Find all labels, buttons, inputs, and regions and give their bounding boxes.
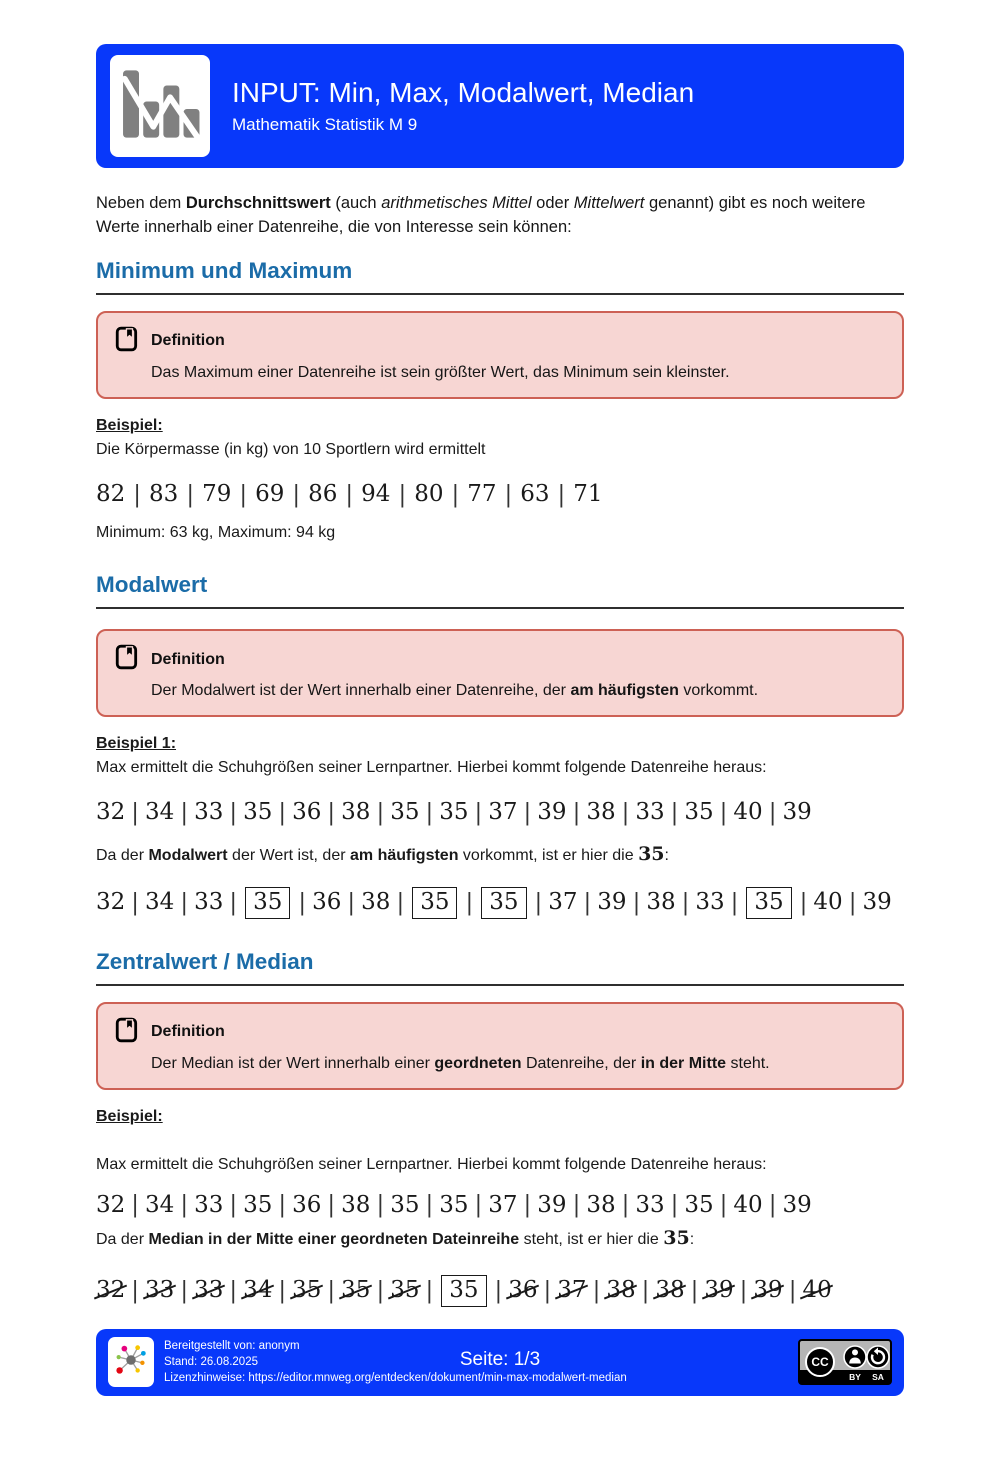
number-value: 37: [548, 889, 578, 916]
number-value: 38: [341, 1191, 371, 1218]
definition-text: Der Modalwert ist der Wert innerhalb einer Datenreihe, der am häufigsten vorkommt.: [151, 682, 759, 700]
number-sequence-sorted: 32 | 33 | 33 | 34 | 35 | 35 | 35 | 35 | 36 | 37 | 38 | 38 | 39 | 39 | 40: [96, 1275, 904, 1307]
number-sequence-marked: 32 | 34 | 33 | 35 | 36 | 38 | 35 | 35 | 37 | 39 | 38 | 33 | 35 | 40 | 39: [96, 887, 904, 919]
cc-by-person-icon: [843, 1345, 867, 1369]
number-sequence: 82 | 83 | 79 | 69 | 86 | 94 | 80 | 77 | 63 | 71: [96, 480, 603, 508]
definition-label: Definition: [151, 1023, 225, 1041]
page-number: Seite: 1/3: [459, 1349, 541, 1371]
book-bookmark-icon: [114, 326, 140, 357]
number-value: 39: [753, 1277, 783, 1304]
number-value: 40: [802, 1277, 832, 1304]
number-value: 35: [684, 799, 714, 826]
number-value: 35: [390, 1277, 420, 1304]
number-value: 34: [145, 1191, 175, 1218]
number-value: 35: [390, 1191, 420, 1218]
example-text: Max ermittelt die Schuhgrößen seiner Lernpartner. Hierbei kommt folgende Datenreihe heraus:: [96, 759, 767, 777]
number-value: 36: [292, 1191, 322, 1218]
number-value: 77: [467, 480, 497, 507]
number-value: 40: [813, 889, 843, 916]
highlighted-number: 35: [412, 887, 457, 919]
number-value: 39: [537, 1191, 567, 1218]
header-banner: [96, 44, 904, 168]
number-value: 39: [782, 799, 812, 826]
number-value: 38: [586, 1191, 616, 1218]
number-value: 71: [573, 480, 603, 507]
section-heading-minmax: Minimum und Maximum: [96, 258, 904, 295]
number-value: 83: [149, 480, 179, 507]
number-value: 38: [655, 1277, 685, 1304]
number-value: 36: [508, 1277, 538, 1304]
intro-paragraph: Neben dem Durchschnittswert (auch arithmetisches Mittel oder Mittelwert genannt) gibt es noch weitere Werte innerhalb einer Datenreihe, die von Interesse sein können:: [96, 194, 866, 236]
footer-provided-by: Bereitgestellt von: anonym: [164, 1340, 300, 1353]
number-value: 32: [96, 1277, 126, 1304]
number-value: 37: [488, 1191, 518, 1218]
number-value: 35: [390, 799, 420, 826]
number-value: 36: [312, 889, 342, 916]
number-value: 32: [96, 799, 126, 826]
footer-logo-box: [108, 1337, 154, 1387]
cc-sa-sharealike-icon: [866, 1345, 890, 1369]
highlighted-number: 35: [746, 887, 791, 919]
number-value: 35: [341, 1277, 371, 1304]
example-text: Die Körpermasse (in kg) von 10 Sportlern wird ermittelt: [96, 440, 486, 458]
number-value: 38: [646, 889, 676, 916]
number-value: 34: [243, 1277, 273, 1304]
number-value: 32: [96, 1191, 126, 1218]
section-heading-modalwert: Modalwert: [96, 572, 904, 609]
number-value: 40: [733, 799, 763, 826]
book-bookmark-icon: [114, 644, 140, 675]
number-value: 39: [862, 889, 892, 916]
footer-banner: [96, 1329, 904, 1396]
number-value: 86: [308, 480, 338, 507]
number-value: 36: [292, 799, 322, 826]
number-value: 33: [145, 1277, 175, 1304]
number-value: 33: [194, 1191, 224, 1218]
number-value: 69: [255, 480, 285, 507]
cc-sa-label: SA: [872, 1372, 884, 1383]
definition-text: Das Maximum einer Datenreihe ist sein größter Wert, das Minimum sein kleinster.: [151, 363, 730, 381]
book-bookmark-icon: [114, 1017, 140, 1048]
number-value: 39: [597, 889, 627, 916]
definition-box-median: [96, 1002, 904, 1090]
number-value: 35: [243, 1191, 273, 1218]
highlighted-number: 35: [481, 887, 526, 919]
number-value: 33: [194, 1277, 224, 1304]
highlighted-number: 35: [245, 887, 290, 919]
number-value: 37: [557, 1277, 587, 1304]
number-value: 37: [488, 799, 518, 826]
definition-box-minmax: [96, 311, 904, 399]
number-value: 35: [684, 1191, 714, 1218]
number-value: 38: [361, 889, 391, 916]
section-heading-median: Zentralwert / Median: [96, 949, 904, 986]
cc-logo-icon: CC: [805, 1347, 835, 1377]
definition-label: Definition: [151, 332, 225, 350]
number-value: 82: [96, 480, 126, 507]
definition-text: Der Median ist der Wert innerhalb einer geordneten Datenreihe, der in der Mitte steht.: [151, 1054, 770, 1072]
cc-by-sa-badge[interactable]: [798, 1339, 892, 1385]
definition-label: Definition: [151, 650, 225, 668]
number-sequence: 32 | 34 | 33 | 35 | 36 | 38 | 35 | 35 | 37 | 39 | 38 | 33 | 35 | 40 | 39: [96, 1191, 812, 1219]
highlighted-number: 35: [441, 1275, 486, 1307]
number-value: 35: [439, 799, 469, 826]
mnweg-network-logo-icon: [112, 1340, 150, 1385]
number-value: 32: [96, 889, 126, 916]
header-icon-box: [110, 55, 210, 157]
footer-license-url[interactable]: Lizenzhinweise: https://editor.mnweg.org/entdecken/dokument/min-max-modalwert-median: [164, 1372, 627, 1385]
number-value: 33: [635, 799, 665, 826]
footer-stand: Stand: 26.08.2025: [164, 1356, 258, 1369]
example-label: Beispiel 1:: [96, 735, 177, 753]
number-value: 35: [292, 1277, 322, 1304]
number-value: 39: [704, 1277, 734, 1304]
number-value: 38: [606, 1277, 636, 1304]
page-title: INPUT: Min, Max, Modalwert, Median: [232, 76, 695, 108]
example-label: Beispiel:: [96, 416, 163, 434]
example-text: Max ermittelt die Schuhgrößen seiner Lernpartner. Hierbei kommt folgende Datenreihe heraus:: [96, 1155, 767, 1173]
example-label: Beispiel:: [96, 1107, 163, 1125]
number-value: 38: [586, 799, 616, 826]
number-value: 38: [341, 799, 371, 826]
number-value: 94: [361, 480, 391, 507]
number-value: 63: [520, 480, 550, 507]
number-value: 40: [733, 1191, 763, 1218]
number-value: 39: [782, 1191, 812, 1218]
page-subtitle: Mathematik Statistik M 9: [232, 115, 418, 135]
number-value: 34: [145, 889, 175, 916]
number-value: 80: [414, 480, 444, 507]
number-value: 33: [635, 1191, 665, 1218]
number-sequence: 32 | 34 | 33 | 35 | 36 | 38 | 35 | 35 | 37 | 39 | 38 | 33 | 35 | 40 | 39: [96, 799, 812, 827]
cc-by-label: BY: [849, 1372, 861, 1383]
number-value: 79: [202, 480, 232, 507]
number-value: 34: [145, 799, 175, 826]
number-value: 33: [194, 799, 224, 826]
number-value: 33: [194, 889, 224, 916]
median-conclusion: Da der Median in der Mitte einer geordneten Dateinreihe steht, ist er hier die 35:: [96, 1227, 695, 1250]
page: [96, 44, 904, 1396]
modalwert-conclusion: Da der Modalwert der Wert ist, der am häufigsten vorkommt, ist er hier die 35:: [96, 843, 669, 866]
number-value: 35: [439, 1191, 469, 1218]
definition-box-modalwert: [96, 629, 904, 717]
number-value: 35: [243, 799, 273, 826]
bar-chart-icon: [118, 61, 202, 152]
number-value: 39: [537, 799, 567, 826]
number-value: 33: [695, 889, 725, 916]
minmax-result: Minimum: 63 kg, Maximum: 94 kg: [96, 524, 336, 542]
